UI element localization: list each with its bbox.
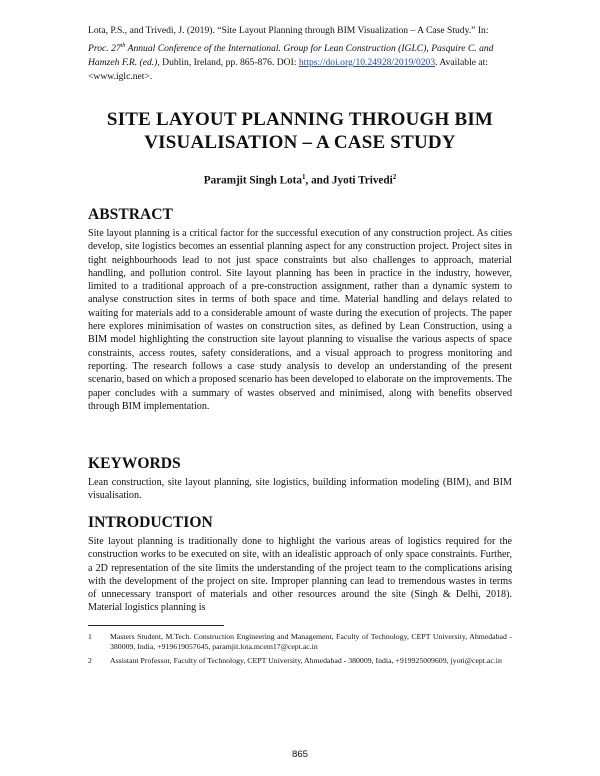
keywords-heading: KEYWORDS	[88, 455, 181, 472]
citation-proc-prefix: Proc. 27	[88, 42, 121, 54]
footnote-divider	[88, 625, 224, 626]
title-line-2: VISUALISATION – A CASE STUDY	[144, 132, 456, 153]
author-1: Paramjit Singh Lota	[203, 174, 302, 187]
introduction-heading: INTRODUCTION	[88, 514, 213, 531]
paper-title	[60, 108, 540, 154]
page-number: 865	[291, 749, 308, 760]
title-line-1: SITE LAYOUT PLANNING THROUGH BIM	[106, 109, 494, 130]
abstract-text: Site layout planning is a critical factor for the successful execution of any construction project. As cities develop, site logistics becomes an essential planning aspect for any construction project. Project sites in tight neighbourhoods lead to not just space constraints but also challenges to approach, material handling, and pollution control. Site layout planning has been in practice in the industry, however, limited to a traditional approach of a pre-construction assignment, rather than a dynamic system to analyse construction sites in terms of both space and time. Material handling and delays related to waiting for materials add to a considerable amount of waste during the execution of projects. The paper here explores minimisation of wastes on construction sites, as defined by Lean Construction, using a BIM model highlighting the construction site layout planning to visualise the various aspects of space constraints, access routes, safety considerations, and a visual approach to progress monitoring and reporting. The research follows a case study analysis to develop an understanding of the present scenario, based on which a proposed scenario has been developed to elaborate on the improvements. The paper concludes with a summary of wastes observed and minimised, along with benefits observed through BIM implementation.	[88, 228, 512, 412]
citation-line-2	[88, 38, 516, 56]
citation-line-1: Lota, P.S., and Trivedi, J. (2019). “Site Layout Planning through BIM Visualization – A Case Study.” In:	[88, 25, 489, 36]
citation-proc-rest: Annual Conference of the International. Group for Lean Construction (IGLC), Pasquire C. and	[125, 42, 494, 54]
citation-available: . Available at:	[435, 57, 488, 68]
citation-line-4: <www.iglc.net>.	[88, 71, 153, 83]
footnote-1	[88, 632, 512, 653]
footnote-2-text: Assistant Professor, Faculty of Technology, CEPT University, Ahmedabad - 380009, India, +919925009609, jyoti@cept.ac.in	[110, 656, 502, 665]
citation-venue: Dublin, Ireland, pp. 865-876. DOI:	[159, 57, 299, 68]
footnote-2-number: 2	[88, 656, 92, 665]
citation-line-3	[88, 56, 516, 70]
author-2: Jyoti Trivedi	[331, 174, 393, 187]
author-2-footnote-marker: 2	[392, 173, 397, 181]
footnote-1-number: 1	[88, 632, 92, 641]
citation-editors: Hamzeh F.R. (ed.),	[88, 57, 160, 68]
citation-proc-sup: th	[120, 42, 126, 49]
author-1-footnote-marker: 1	[301, 173, 306, 181]
author-connector: , and	[305, 174, 332, 187]
introduction-text: Site layout planning is traditionally done to highlight the various areas of logistics required for the construction works to be executed on site, with an idealistic approach of only space constraints. Further, a 2D representation of the site limits the understanding of the project team to the complications arising with the development of the project on site. Improper planning can lead to tremendous wastes in terms of unnecessary transport of materials and other resources around the site (Singh & Delhi, 2018). Material logistics planning is	[88, 536, 512, 614]
keywords-text: Lean construction, site layout planning, site logistics, building information modeling (BIM), and BIM visualisation.	[88, 477, 512, 502]
footnote-1-text: Masters Student, M.Tech. Construction Engineering and Management, Faculty of Technology, CEPT University, Ahmedabad - 380009, India, +919619057645, paramjit.lota.mcem17@cept.ac.in	[110, 632, 512, 652]
doi-link[interactable]: https://doi.org/10.24928/2019/0203	[298, 57, 436, 68]
author-line	[60, 170, 540, 188]
abstract-heading: ABSTRACT	[88, 206, 173, 223]
citation-header	[88, 24, 516, 85]
footnote-2	[88, 656, 512, 666]
